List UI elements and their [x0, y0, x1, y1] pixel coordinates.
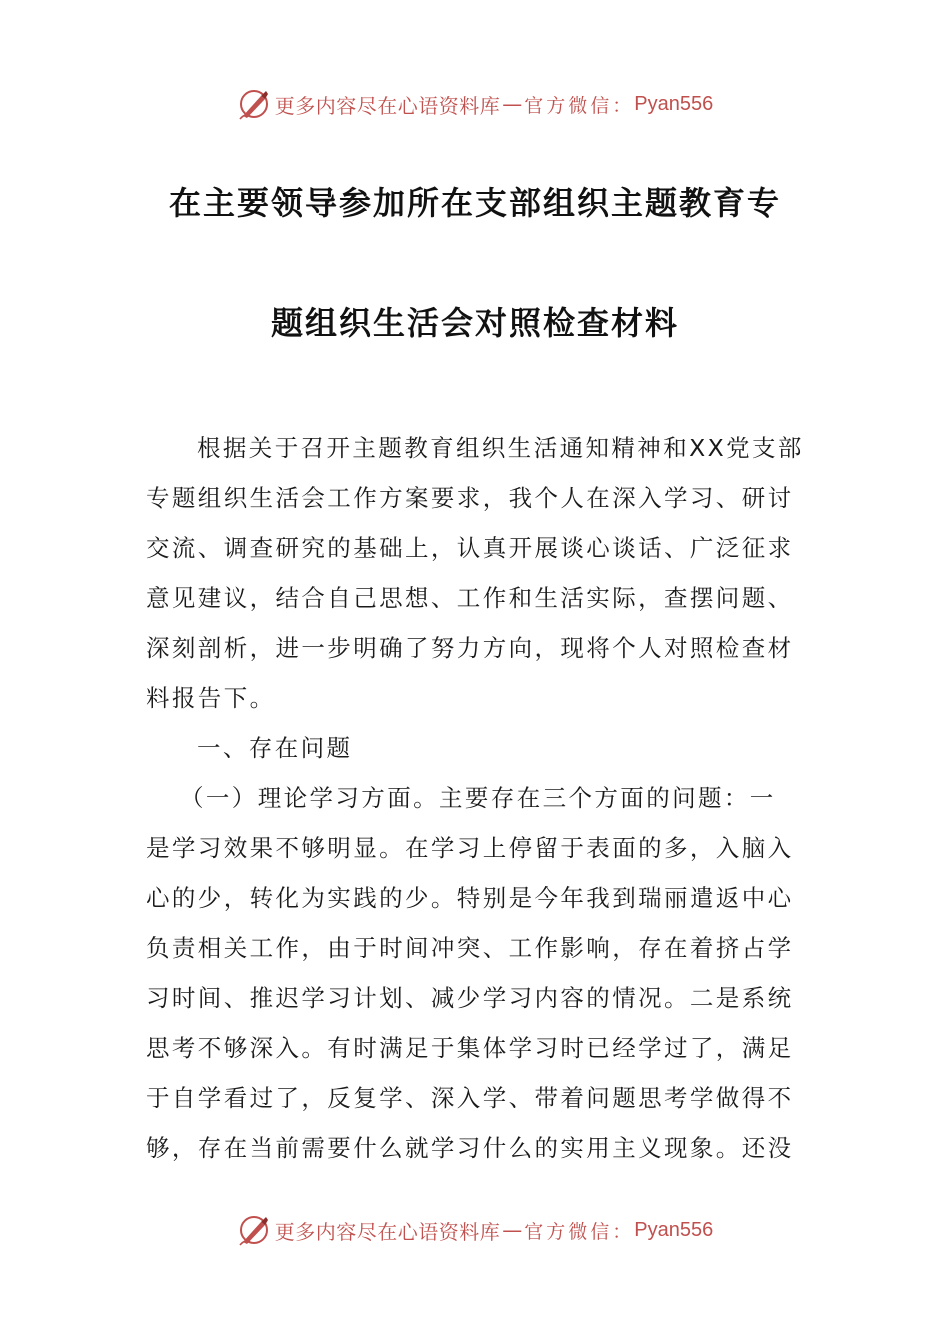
subsection-paragraph: [146, 773, 806, 1173]
watermark-brand: 更多内容尽在心语资料库: [274, 1219, 501, 1244]
watermark-brand: 更多内容尽在心语资料库: [274, 93, 501, 118]
section-heading: [146, 723, 806, 773]
watermark-wechat-label: 官方微信：: [524, 1220, 635, 1243]
footer-watermark: [0, 1210, 950, 1250]
section-heading-text: 一、存在问题: [197, 734, 353, 762]
watermark-wechat-id: Pyan556: [634, 92, 714, 115]
paragraph-line: 深刻剖析，进一步明确了努力方向，现将个人对照检查材: [146, 634, 794, 662]
document-title-line-1: 在主要领导参加所在支部组织主题教育专: [168, 184, 781, 222]
paragraph-line: 料报告下。: [146, 684, 276, 712]
watermark-wechat-id: Pyan556: [634, 1218, 714, 1241]
paragraph-line: 于自学看过了，反复学、深入学、带着问题思考学做得不: [146, 1084, 794, 1112]
intro-paragraph: [146, 423, 806, 723]
watermark-dash: —: [502, 1218, 523, 1242]
watermark-dash: —: [502, 92, 523, 116]
pen-logo-icon: [237, 1213, 271, 1247]
watermark-wechat-label: 官方微信：: [524, 94, 635, 117]
paragraph-line: 够，存在当前需要什么就学习什么的实用主义现象。还没: [146, 1134, 794, 1162]
paragraph-line: 专题组织生活会工作方案要求，我个人在深入学习、研讨: [146, 484, 794, 512]
paragraph-line: 习时间、推迟学习计划、减少学习内容的情况。二是系统: [146, 984, 794, 1012]
paragraph-line: 根据关于召开主题教育组织生活通知精神和XX党支部: [197, 434, 804, 462]
paragraph-line: 是学习效果不够明显。在学习上停留于表面的多，入脑入: [146, 834, 794, 862]
paragraph-line: 交流、调查研究的基础上，认真开展谈心谈话、广泛征求: [146, 534, 794, 562]
document-title-line-2: 题组织生活会对照检查材料: [270, 304, 679, 342]
paragraph-line: 思考不够深入。有时满足于集体学习时已经学过了，满足: [146, 1034, 794, 1062]
paragraph-line: 意见建议，结合自己思想、工作和生活实际，查摆问题、: [146, 584, 794, 612]
paragraph-line: 负责相关工作，由于时间冲突、工作影响，存在着挤占学: [146, 934, 794, 962]
header-watermark: [0, 84, 950, 124]
paragraph-line: 心的少，转化为实践的少。特别是今年我到瑞丽遣返中心: [146, 884, 794, 912]
pen-logo-icon: [237, 87, 271, 121]
paragraph-line: （一）理论学习方面。主要存在三个方面的问题：一: [180, 784, 776, 812]
